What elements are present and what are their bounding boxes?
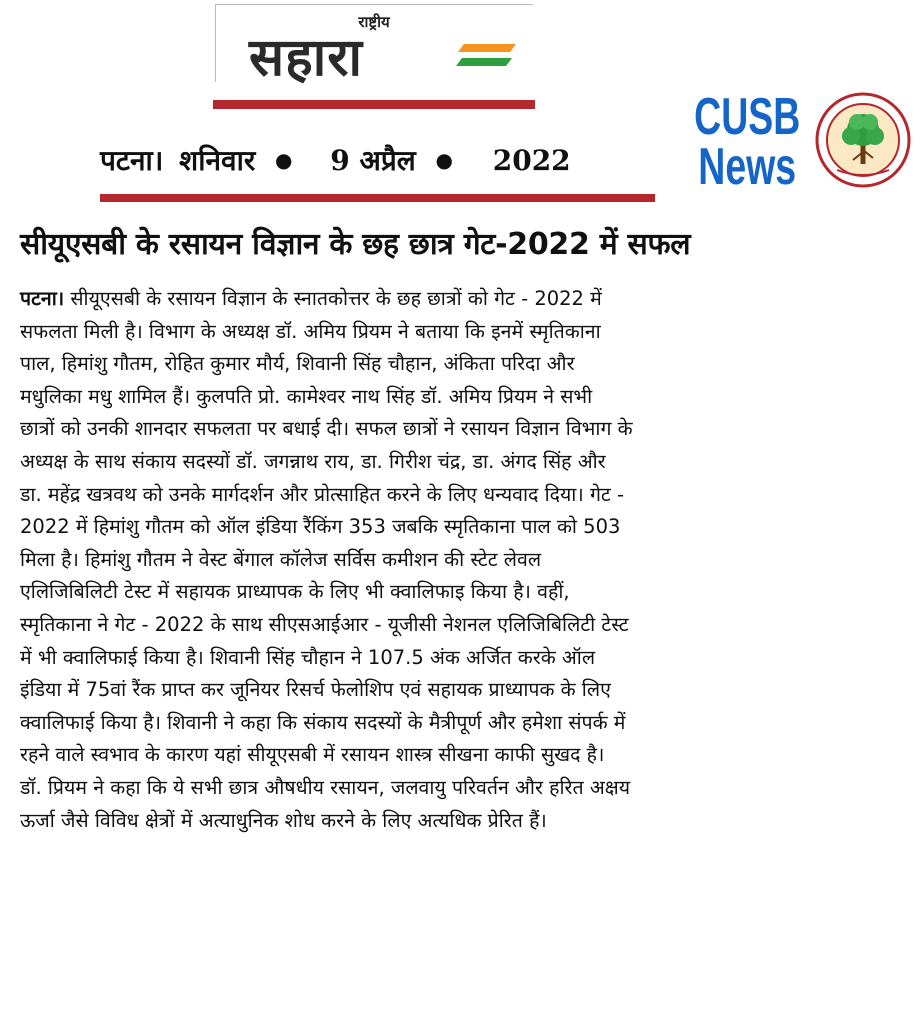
- body-line: क्वालिफाई किया है। शिवानी ने कहा कि संकाय सदस्यों के मैत्रीपूर्ण और हमेशा संपर्क में: [20, 710, 626, 734]
- body-line: में भी क्वालिफाई किया है। शिवानी सिंह चौहान ने 107.5 अंक अर्जित करके ऑल: [20, 645, 596, 669]
- body-line: स्मृतिकाना ने गेट - 2022 के साथ सीएसआईआर - यूजीसी नेशनल एलिजिबिलिटी टेस्ट: [20, 612, 629, 636]
- cusb-news-badge: [686, 88, 808, 196]
- badge-line-1: CUSB: [694, 88, 801, 146]
- body-line-text: सीयूएसबी के रसायन विज्ञान के स्नातकोत्तर के छह छात्रों को गेट - 2022 में: [64, 287, 602, 310]
- body-line: पाल, हिमांशु गौतम, रोहित कुमार मौर्य, शिवानी सिंह चौहान, अंकिता परिदा और: [20, 352, 575, 376]
- saffron-green-flag-icon: [456, 42, 516, 68]
- masthead-top-rule: [215, 4, 533, 5]
- badge-line-2: News: [698, 138, 797, 196]
- body-line: डॉ. प्रियम ने कहा कि ये सभी छात्र औषधीय रसायन, जलवायु परिवर्तन और हरित अक्षय: [20, 775, 631, 799]
- body-line: 2022 में हिमांशु गौतम को ऑल इंडिया रैंकिंग 353 जबकि स्मृतिकाना पाल को 503: [20, 515, 621, 539]
- dateline-separator: ●: [275, 148, 293, 172]
- dateline-day: शनिवार: [179, 144, 256, 177]
- dateline-city: पटना।: [100, 144, 164, 177]
- masthead-brand: सहारा: [249, 28, 363, 88]
- dateline-separator: ●: [435, 148, 453, 172]
- body-line: सफलता मिली है। विभाग के अध्यक्ष डॉ. अमिय प्रियम ने बताया कि इनमें स्मृतिकाना: [20, 319, 601, 343]
- body-line: रहने वाले स्वभाव के कारण यहां सीयूएसबी में रसायन शास्त्र सीखना काफी सुखद है।: [20, 743, 605, 767]
- article-body: [20, 283, 910, 837]
- body-line: डा. महेंद्र खत्रवथ को उनके मार्गदर्शन और प्रोत्साहित करने के लिए धन्यवाद दिया। गेट -: [20, 482, 624, 506]
- body-line: मधुलिका मधु शामिल हैं। कुलपति प्रो. कामेश्वर नाथ सिंह डॉ. अमिय प्रियम ने सभी: [20, 384, 593, 408]
- body-line: एलिजिबिलिटी टेस्ट में सहायक प्राध्यापक के लिए भी क्वालिफाइ किया है। वहीं,: [20, 580, 570, 604]
- dateline-year: 2022: [492, 144, 571, 177]
- newspaper-masthead: [213, 2, 535, 112]
- article-headline: सीयूएसबी के रसायन विज्ञान के छह छात्र गेट-2022 में सफल: [20, 227, 691, 262]
- masthead-red-bar: [213, 100, 535, 109]
- body-line: [20, 283, 910, 316]
- article-lead: पटना।: [20, 287, 65, 310]
- body-line: इंडिया में 75वां रैंक प्राप्त कर जूनियर रिसर्च फेलोशिप एवं सहायक प्राध्यापक के लिए: [20, 678, 611, 702]
- body-line: ऊर्जा जैसे विविध क्षेत्रों में अत्याधुनिक शोध करने के लिए अत्यधिक प्रेरित हैं।: [20, 808, 547, 832]
- dateline: [100, 141, 655, 179]
- body-line: अध्यक्ष के साथ संकाय सदस्यों डॉ. जगन्नाथ राय, डा. गिरीश चंद्र, डा. अंगद सिंह और: [20, 449, 606, 473]
- body-line: छात्रों को उनकी शानदार सफलता पर बधाई दी। सफल छात्रों ने रसायन विज्ञान विभाग के: [20, 417, 633, 441]
- masthead-tagline: राष्ट्रीय: [358, 13, 390, 31]
- dateline-date: 9 अप्रैल: [330, 144, 416, 177]
- university-seal-tree-icon: [815, 92, 911, 188]
- body-line: मिला है। हिमांशु गौतम ने वेस्ट बेंगाल कॉलेज सर्विस कमीशन की स्टेट लेवल: [20, 547, 542, 571]
- dateline-red-rule: [100, 194, 655, 202]
